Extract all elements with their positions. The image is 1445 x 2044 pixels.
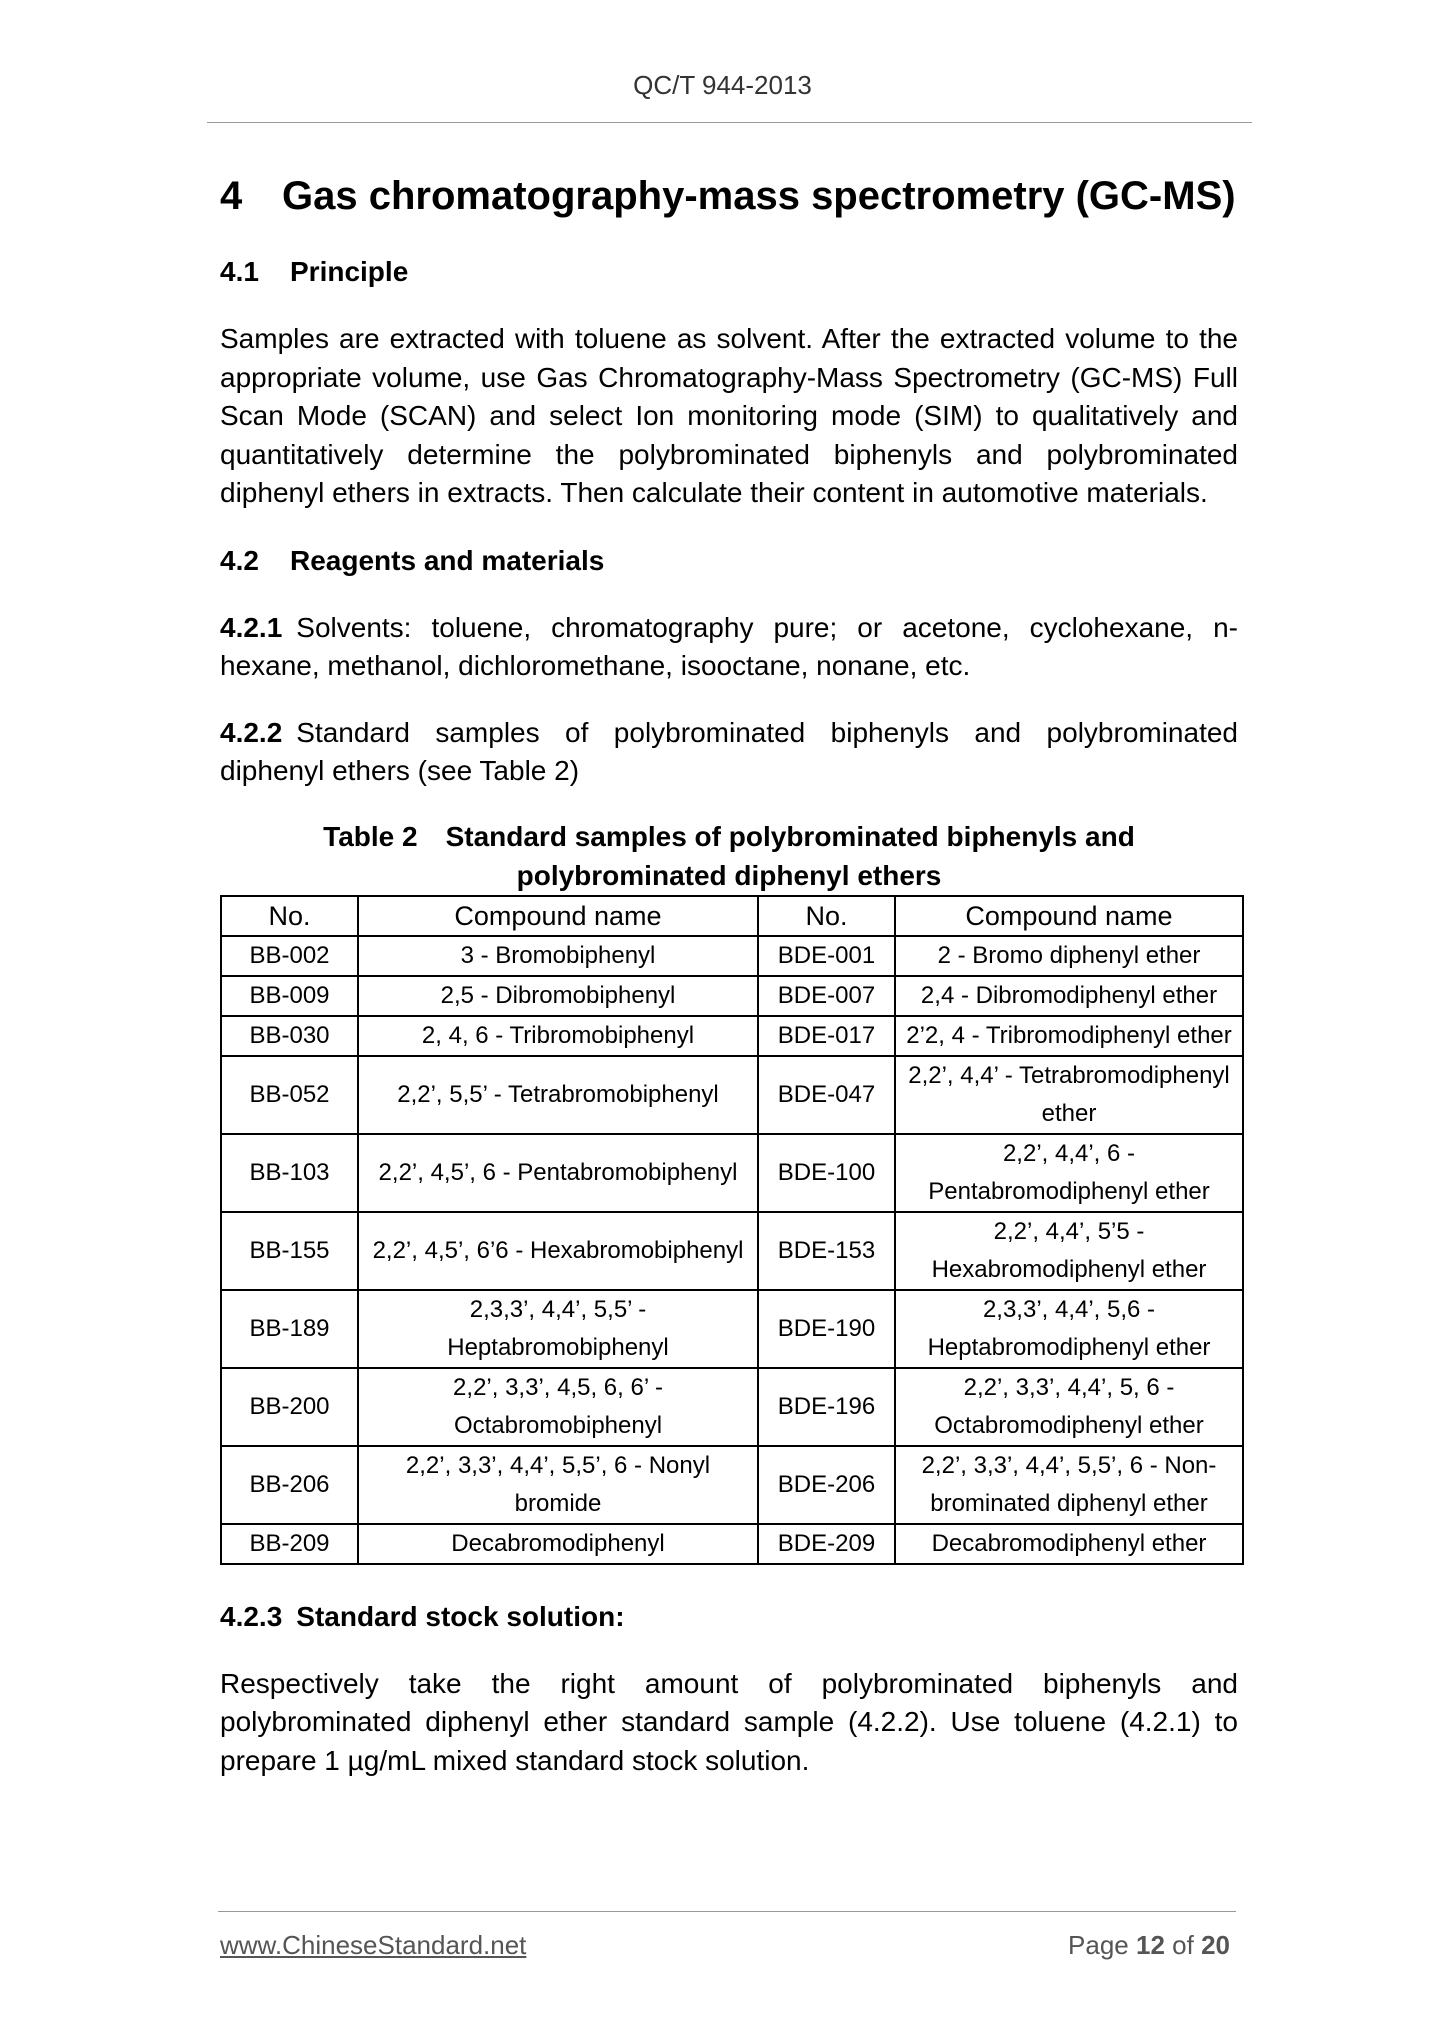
- table-row: [221, 1212, 1243, 1290]
- footer-page-number: [1068, 1930, 1230, 1961]
- table-caption-title-line-2: polybrominated diphenyl ethers: [516, 859, 942, 891]
- table-cell: BDE-206: [758, 1446, 895, 1524]
- principle-heading: [220, 252, 1238, 292]
- table-cell: BDE-153: [758, 1212, 895, 1290]
- table-cell: BDE-047: [758, 1056, 895, 1134]
- clause-4-2-1-text: Solvents: toluene, chromatography pure; or acetone, cyclohexane, n-hexane, methanol, dichloromethane, isooctane, nonane, etc.: [220, 611, 1238, 681]
- table-caption-number: Table 2: [323, 820, 418, 852]
- table-cell: 2,3,3’, 4,4’, 5,5’ - Heptabromobiphenyl: [358, 1290, 758, 1368]
- table-cell: Decabromodiphenyl: [358, 1524, 758, 1564]
- footer-page-current: 12: [1136, 1930, 1165, 1960]
- table-row: [221, 1446, 1243, 1524]
- table-cell: BDE-007: [758, 976, 895, 1016]
- table-row: [221, 936, 1243, 976]
- table-cell: 2, 4, 6 - Tribromobiphenyl: [358, 1016, 758, 1056]
- table-caption: [220, 817, 1238, 895]
- table-cell: 2 - Bromo diphenyl ether: [895, 936, 1243, 976]
- footer-page-of-word: of: [1172, 1930, 1194, 1960]
- page-content: [220, 168, 1238, 1780]
- table-cell: 2,5 - Dibromobiphenyl: [358, 976, 758, 1016]
- table-cell: BB-103: [221, 1134, 358, 1212]
- clause-4-2-2-text: Standard samples of polybrominated biphenyls and polybrominated diphenyl ethers (see Table 2): [220, 716, 1238, 786]
- principle-paragraph: Samples are extracted with toluene as solvent. After the extracted volume to the appropriate volume, use Gas Chromatography-Mass Spectrometry (GC-MS) Full Scan Mode (SCAN) and select Ion monitoring mode (SIM) to qualitatively and quantitatively determine the polybrominated biphenyls and polybrominated diphenyl ethers in extracts. Then calculate their content in automotive materials.: [220, 323, 1238, 508]
- table-cell: BDE-001: [758, 936, 895, 976]
- table-row: [221, 1368, 1243, 1446]
- table-cell: 2,2’, 4,5’, 6 - Pentabromobiphenyl: [358, 1134, 758, 1212]
- table-row: [221, 1524, 1243, 1564]
- reagents-heading: [220, 541, 1238, 581]
- section-title-text: Gas chromatography-mass spectrometry (GC-MS): [282, 174, 1236, 218]
- clause-4-2-1-number: 4.2.1: [220, 611, 283, 643]
- table-cell: 2,2’, 4,4’, 6 - Pentabromodiphenyl ether: [895, 1134, 1243, 1212]
- table-cell: 2,3,3’, 4,4’, 5,6 - Heptabromodiphenyl ether: [895, 1290, 1243, 1368]
- stock-solution-paragraph: Respectively take the right amount of polybrominated biphenyls and polybrominated diphenyl ether standard sample (4.2.2). Use toluene (4.2.1) to prepare 1 µg/mL mixed standard stock solution.: [220, 1667, 1238, 1776]
- table-cell: 2,2’, 4,4’ - Tetrabromodiphenyl ether: [895, 1056, 1243, 1134]
- footer-page-word: Page: [1068, 1930, 1129, 1960]
- table-row: [221, 1290, 1243, 1368]
- table-cell: 2,2’, 5,5’ - Tetrabromobiphenyl: [358, 1056, 758, 1134]
- table-header-row: [221, 896, 1243, 936]
- table-row: [221, 1016, 1243, 1056]
- table-cell: BDE-190: [758, 1290, 895, 1368]
- table-cell: 2’2, 4 - Tribromodiphenyl ether: [895, 1016, 1243, 1056]
- clause-4-2-2: [220, 714, 1238, 791]
- table-cell: 3 - Bromobiphenyl: [358, 936, 758, 976]
- table-cell: BB-209: [221, 1524, 358, 1564]
- table-cell: BB-155: [221, 1212, 358, 1290]
- table-cell: 2,2’, 3,3’, 4,4’, 5,5’, 6 - Nonyl bromide: [358, 1446, 758, 1524]
- table-row: [221, 1056, 1243, 1134]
- footer-website-link[interactable]: www.ChineseStandard.net: [220, 1930, 527, 1960]
- table-cell: 2,2’, 4,4’, 5’5 - Hexabromodiphenyl ether: [895, 1212, 1243, 1290]
- footer-page-total: 20: [1201, 1930, 1230, 1960]
- stock-solution-number: 4.2.3: [220, 1600, 283, 1632]
- standard-samples-table: [220, 895, 1244, 1565]
- table-cell: BB-030: [221, 1016, 358, 1056]
- table-header-cell: No.: [758, 896, 895, 936]
- table-header-cell: No.: [221, 896, 358, 936]
- table-cell: BDE-196: [758, 1368, 895, 1446]
- table-cell: BB-200: [221, 1368, 358, 1446]
- table-cell: BDE-017: [758, 1016, 895, 1056]
- clause-4-2-2-number: 4.2.2: [220, 716, 283, 748]
- table-cell: 2,2’, 3,3’, 4,4’, 5,5’, 6 - Non-brominated diphenyl ether: [895, 1446, 1243, 1524]
- table-cell: BB-189: [221, 1290, 358, 1368]
- table-cell: BB-052: [221, 1056, 358, 1134]
- footer-divider: [218, 1911, 1236, 1912]
- table-cell: 2,2’, 4,5’, 6’6 - Hexabromobiphenyl: [358, 1212, 758, 1290]
- table-cell: 2,2’, 3,3’, 4,4’, 5, 6 - Octabromodiphenyl ether: [895, 1368, 1243, 1446]
- stock-solution-title: Standard stock solution:: [296, 1600, 625, 1632]
- table-caption-title-line-1: Standard samples of polybrominated biphenyls and: [445, 820, 1135, 852]
- table-cell: BB-002: [221, 936, 358, 976]
- reagents-title: Reagents and materials: [290, 544, 605, 576]
- page-header-doc-code: QC/T 944-2013: [633, 70, 812, 100]
- table-cell: 2,2’, 3,3’, 4,5, 6, 6’ - Octabromobiphenyl: [358, 1368, 758, 1446]
- stock-solution-heading: [220, 1597, 1238, 1637]
- table-header-cell: Compound name: [895, 896, 1243, 936]
- table-row: [221, 976, 1243, 1016]
- section-number: 4: [220, 174, 243, 218]
- principle-number: 4.1: [220, 256, 259, 287]
- section-title: [220, 168, 1238, 224]
- table-header-cell: Compound name: [358, 896, 758, 936]
- principle-title: Principle: [290, 256, 409, 287]
- clause-4-2-1: [220, 609, 1238, 686]
- table-cell: 2,4 - Dibromodiphenyl ether: [895, 976, 1243, 1016]
- reagents-number: 4.2: [220, 544, 259, 576]
- table-cell: BB-009: [221, 976, 358, 1016]
- table-cell: BB-206: [221, 1446, 358, 1524]
- table-cell: BDE-100: [758, 1134, 895, 1212]
- table-cell: BDE-209: [758, 1524, 895, 1564]
- table-cell: Decabromodiphenyl ether: [895, 1524, 1243, 1564]
- table-caption-line-1: [220, 817, 1238, 856]
- table-row: [221, 1134, 1243, 1212]
- header-divider: [207, 122, 1252, 123]
